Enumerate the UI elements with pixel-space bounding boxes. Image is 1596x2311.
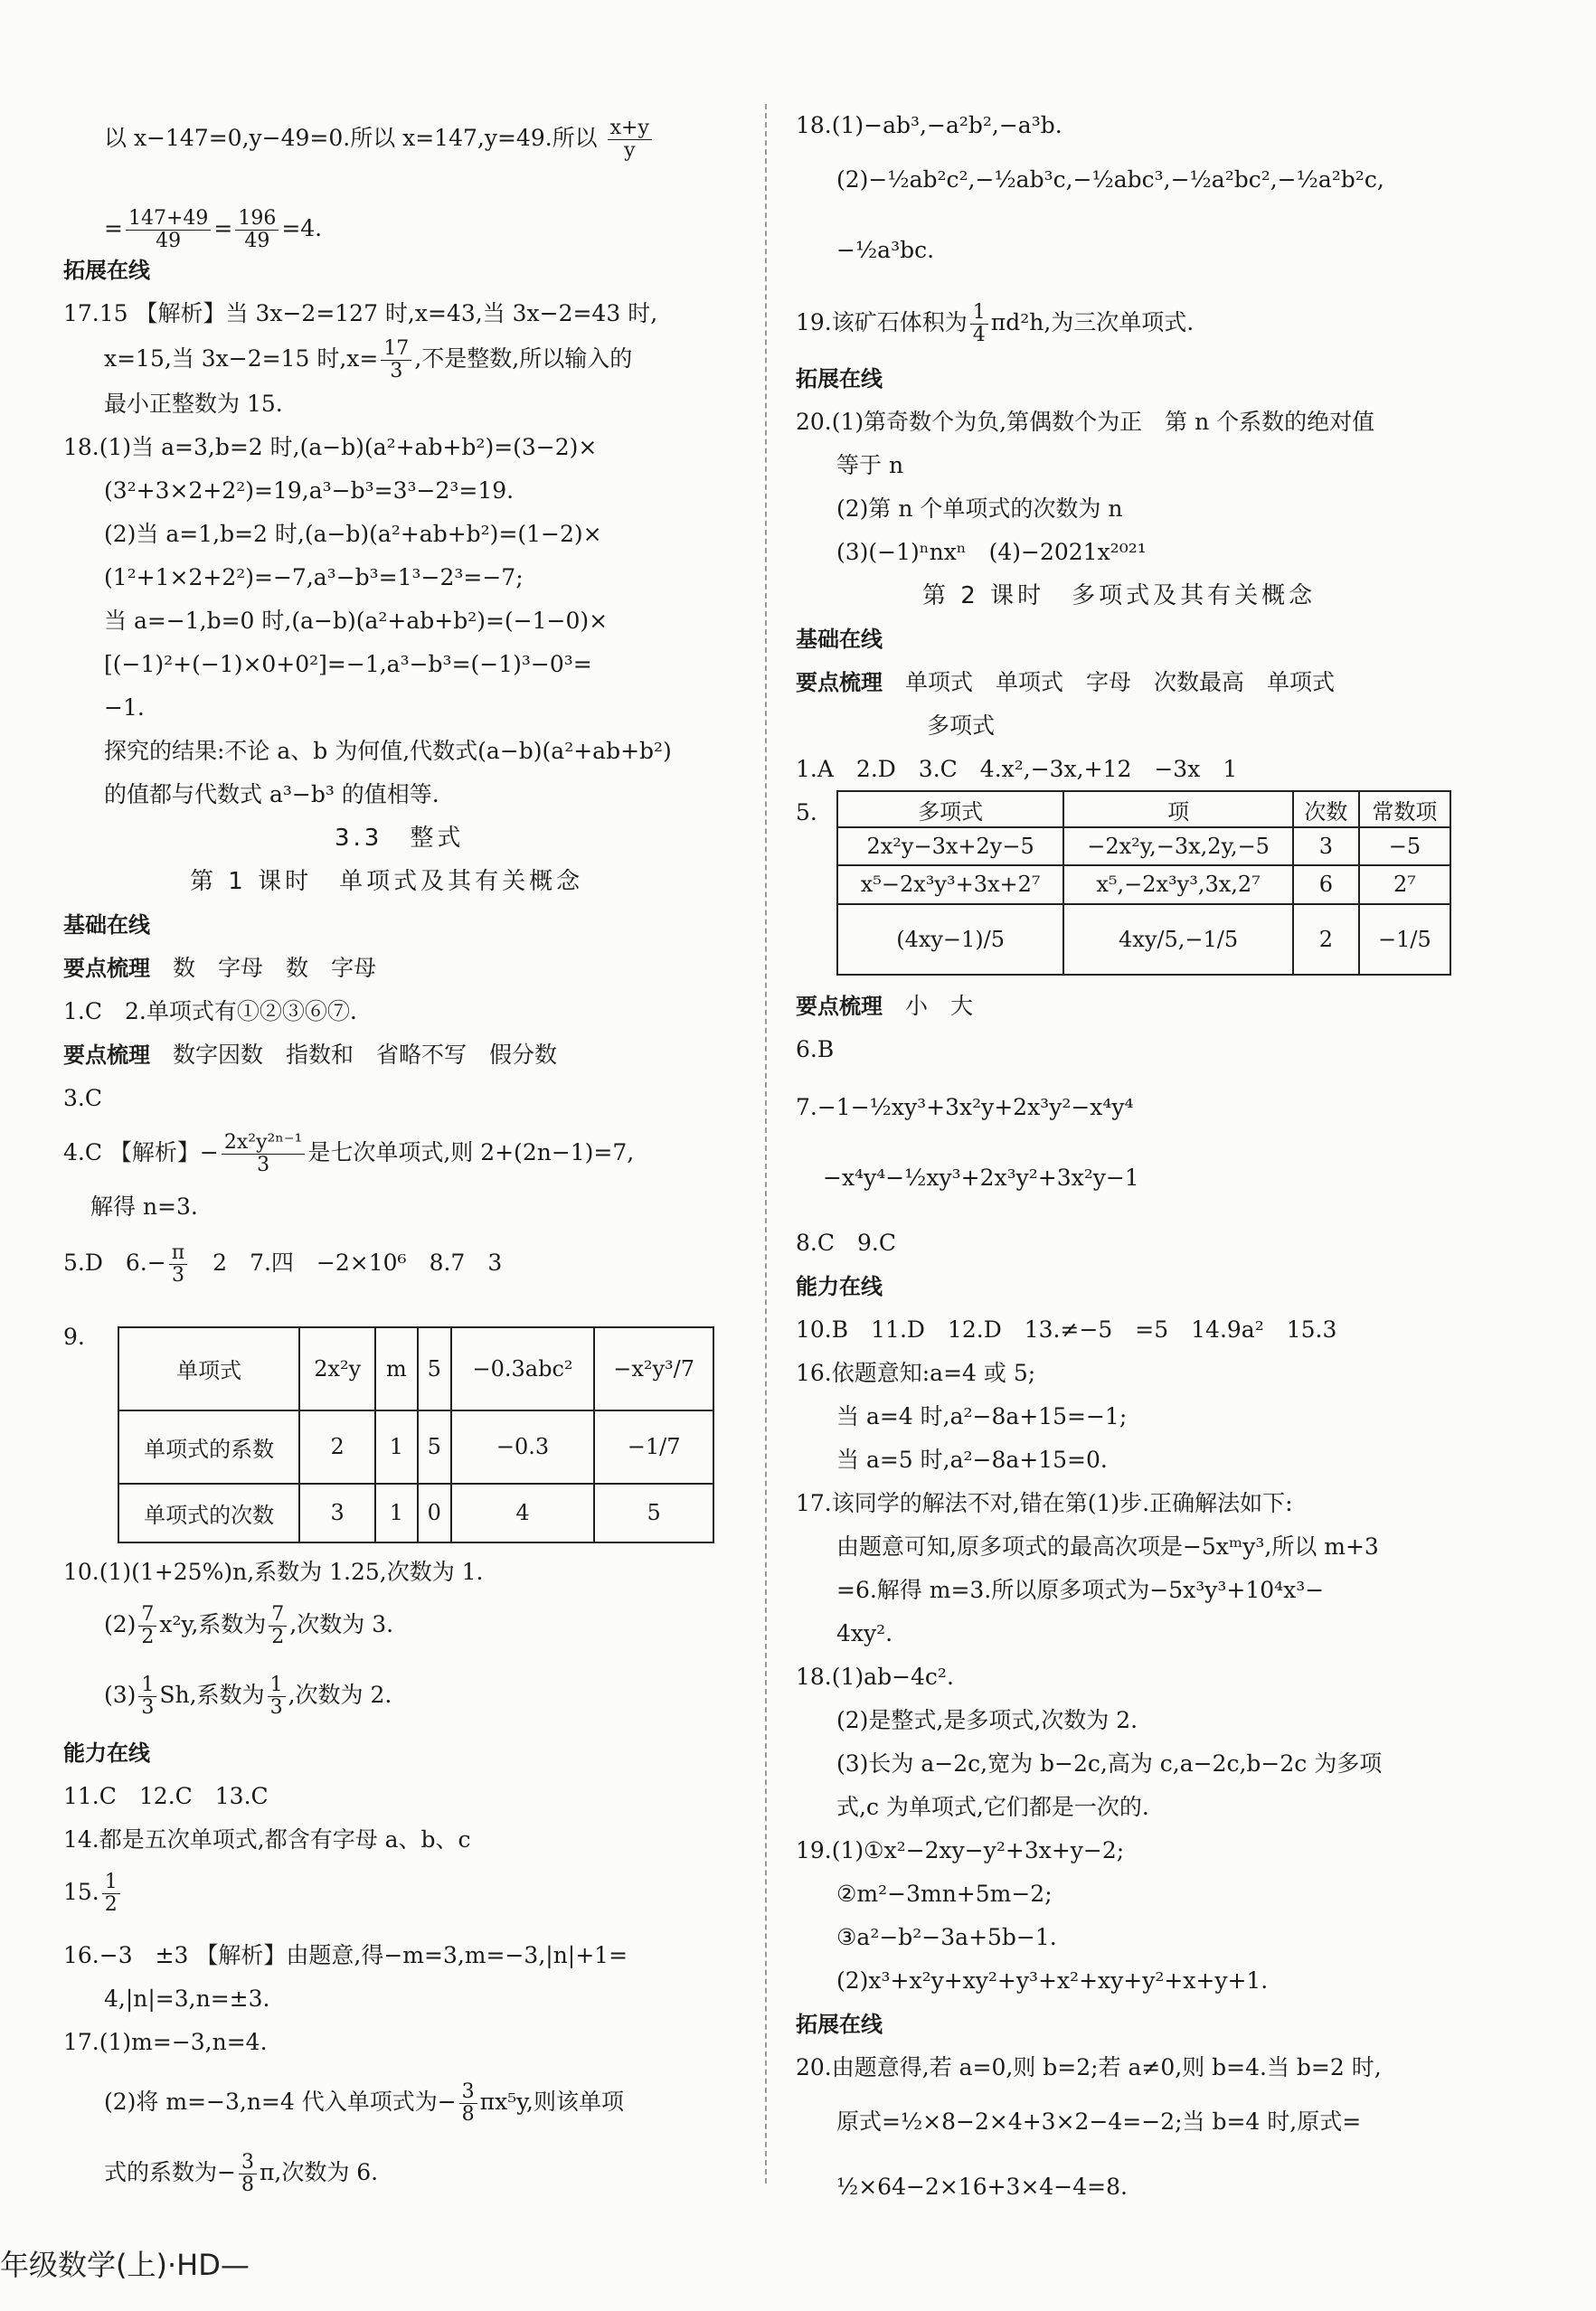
table-cell: 4xy/5,−1/5 [1063, 904, 1293, 975]
text-line: −1. [104, 694, 145, 721]
text-line: 7.−1−½xy³+3x²y+2x³y²−x⁴y⁴ [796, 1094, 1134, 1120]
table-cell: m [375, 1327, 418, 1410]
fraction: $\frac{\pi}{3}$ [169, 1242, 187, 1287]
fraction: $\frac{147+49}{49}$ [126, 208, 211, 252]
table-cell: 常数项 [1359, 791, 1450, 827]
table-cell: −1/7 [594, 1410, 713, 1484]
table-cell: 2⁷ [1359, 865, 1450, 903]
text-line: 当 a=4 时,a²−8a+15=−1; [836, 1403, 1128, 1429]
text-line: 的值都与代数式 a³−b³ 的值相等. [104, 781, 439, 807]
text-line: 要点梳理 数 字母 数 字母 [63, 955, 377, 981]
fraction: $\frac{17}{3}$ [381, 338, 411, 382]
text-line: 4,|n|=3,n=±3. [104, 1986, 270, 2012]
text-line: 要点梳理 单项式 单项式 字母 次数最高 单项式 [796, 669, 1336, 695]
table-cell: 6 [1293, 865, 1359, 903]
table-cell: 2x²y [299, 1327, 375, 1410]
fraction: $\frac{\text{2x²y²ⁿ⁻¹}}{3}$ [222, 1132, 305, 1176]
text-line: 由题意可知,原多项式的最高次项是−5xᵐy³,所以 m+3 [836, 1533, 1379, 1560]
table-cell: −0.3abc² [451, 1327, 595, 1410]
text-line: (1²+1×2+2²)=−7,a³−b³=1³−2³=−7; [104, 564, 524, 590]
text-line: 11.C 12.C 13.C [63, 1783, 269, 1809]
text-line: 17.(1)m=−3,n=4. [63, 2029, 268, 2055]
table-cell: −5 [1359, 827, 1450, 865]
text-line: 最小正整数为 15. [104, 391, 283, 417]
fraction: $\frac{1}{3}$ [268, 1674, 286, 1719]
table-cell: 多项式 [837, 791, 1063, 827]
fraction: $\frac{7}{2}$ [138, 1604, 156, 1648]
page-footer: 年级数学(上)·HD— [0, 2248, 250, 2282]
text-line: x=15,当 3x−2=15 时,x= $\frac{17}{3}$ ,不是整数,所以输入的 [104, 337, 633, 382]
section-title: 3.3 整式 [335, 825, 465, 852]
table-cell: 单项式 [118, 1327, 299, 1410]
text-line: 1.A 2.D 3.C 4.x²,−3x,+12 −3x 1 [796, 756, 1238, 782]
text-line: 4.C 【解析】− $\frac{\text{2x²y²ⁿ⁻¹}}{3}$ 是七次单项式,则 2+(2n−1)=7, [63, 1131, 635, 1176]
text-line: 18.(1)当 a=3,b=2 时,(a−b)(a²+ab+b²)=(3−2)× [63, 434, 598, 460]
table-cell: −1/5 [1359, 904, 1450, 975]
text-line: (2)当 a=1,b=2 时,(a−b)(a²+ab+b²)=(1−2)× [104, 521, 602, 547]
text-line: 要点梳理 数字因数 指数和 省略不写 假分数 [63, 1042, 558, 1068]
text-line: [(−1)²+(−1)×0+0²]=−1,a³−b³=(−1)³−0³= [104, 651, 592, 677]
text-line: (2)是整式,是多项式,次数为 2. [836, 1707, 1138, 1733]
text-line: (3)长为 a−2c,宽为 b−2c,高为 c,a−2c,b−2c 为多项 [836, 1750, 1383, 1777]
table-cell: 3 [299, 1484, 375, 1542]
fraction: $\frac{1}{2}$ [102, 1872, 120, 1916]
text-line: 探究的结果:不论 a、b 为何值,代数式(a−b)(a²+ab+b²) [104, 738, 672, 764]
section-heading: 拓展在线 [63, 258, 150, 283]
lesson-title: 第 2 课时 多项式及其有关概念 [922, 582, 1317, 609]
text-line: 等于 n [836, 452, 904, 478]
text-line: 式的系数为− $\frac{3}{8}$ π,次数为 6. [104, 2151, 379, 2196]
section-heading: 拓展在线 [796, 366, 883, 391]
fraction: $\frac{3}{8}$ [239, 2152, 257, 2196]
text-line: 17.15 【解析】当 3x−2=127 时,x=43,当 3x−2=43 时, [63, 300, 658, 326]
text-line: (2)x³+x²y+xy²+y³+x²+xy+y²+x+y+1. [836, 1967, 1269, 1994]
text-line: 6.B [796, 1036, 835, 1062]
text-line: 14.都是五次单项式,都含有字母 a、b、c [63, 1826, 471, 1853]
text-line: 18.(1)−ab³,−a²b²,−a³b. [796, 112, 1062, 138]
text-line: 3.C [63, 1085, 102, 1111]
text-line: ②m²−3mn+5m−2; [836, 1881, 1053, 1907]
text-line: 原式=½×8−2×4+3×2−4=−2;当 b=4 时,原式= [836, 2108, 1362, 2135]
table-cell: 单项式的系数 [118, 1410, 299, 1484]
table-cell: 单项式的次数 [118, 1484, 299, 1542]
table-cell: 1 [375, 1410, 418, 1484]
text-line: 8.C 9.C [796, 1230, 896, 1256]
text-line: =6.解得 m=3.所以原多项式为−5x³y³+10⁴x³− [836, 1577, 1325, 1603]
text-line: −½a³bc. [836, 237, 935, 263]
table-cell: 5 [418, 1327, 451, 1410]
text-line: 5.D 6.− $\frac{\pi}{3}$ 2 7.四 −2×10⁶ 8.7 3 [63, 1241, 503, 1287]
table-cell: x⁵,−2x³y³,3x,2⁷ [1063, 865, 1293, 903]
text-line: ③a²−b²−3a+5b−1. [836, 1924, 1057, 1950]
section-heading: 能力在线 [796, 1274, 883, 1299]
text-line: 解得 n=3. [90, 1193, 198, 1220]
text-line: 17.该同学的解法不对,错在第(1)步.正确解法如下: [796, 1490, 1293, 1516]
fraction: $\frac{x+y}{y}$ [608, 118, 652, 162]
text-line: 9. [63, 1324, 85, 1350]
text-line: (2)将 m=−3,n=4 代入单项式为− $\frac{3}{8}$ πx⁵y,则该单项 [104, 2080, 624, 2126]
fraction: $\frac{3}{8}$ [459, 2081, 477, 2126]
text-line: = $\frac{147+49}{49}$ = $\frac{196}{49}$ =4. [104, 207, 323, 252]
text-line: ½×64−2×16+3×4−4=8. [836, 2174, 1128, 2200]
text-line: 以 x−147=0,y−49=0.所以 x=147,y=49.所以 $\frac{x+y}{y}$ [104, 118, 655, 162]
table-cell: 项 [1063, 791, 1293, 827]
text-line: 16.依题意知:a=4 或 5; [796, 1360, 1036, 1386]
text-line: 10.(1)(1+25%)n,系数为 1.25,次数为 1. [63, 1559, 484, 1585]
text-line: (3²+3×2+2²)=19,a³−b³=3³−2³=19. [104, 477, 515, 504]
monomial-table [118, 1326, 714, 1543]
fraction: $\frac{1}{3}$ [138, 1674, 156, 1719]
table-cell: 2x²y−3x+2y−5 [837, 827, 1063, 865]
section-heading: 能力在线 [63, 1740, 150, 1766]
fraction: $\frac{1}{4}$ [970, 302, 988, 346]
fraction: $\frac{196}{49}$ [235, 208, 279, 252]
text-line: (3)(−1)ⁿnxⁿ (4)−2021x²⁰²¹ [836, 539, 1147, 565]
text-line: (2)第 n 个单项式的次数为 n [836, 495, 1123, 522]
table-cell: 5 [594, 1484, 713, 1542]
polynomial-table [836, 790, 1451, 976]
text-line: 式,c 为单项式,它们都是一次的. [836, 1794, 1149, 1820]
table-cell: 2 [299, 1410, 375, 1484]
table-cell: 4 [451, 1484, 595, 1542]
text-line: 18.(1)ab−4c². [796, 1664, 954, 1690]
text-line: 当 a=−1,b=0 时,(a−b)(a²+ab+b²)=(−1−0)× [104, 608, 609, 634]
table-cell: −x²y³/7 [594, 1327, 713, 1410]
text-line: (2) $\frac{7}{2}$ x²y,系数为 $\frac{7}{2}$ ,次数为 3. [104, 1603, 394, 1648]
lesson-title: 第 1 课时 单项式及其有关概念 [190, 868, 584, 895]
table-cell: 次数 [1293, 791, 1359, 827]
section-heading: 基础在线 [63, 912, 150, 938]
text-line: 19.(1)①x²−2xy−y²+3x+y−2; [796, 1837, 1125, 1863]
text-line: 要点梳理 小 大 [796, 993, 974, 1019]
table-cell: 1 [375, 1484, 418, 1542]
table-cell: 2 [1293, 904, 1359, 975]
table-cell: 5 [418, 1410, 451, 1484]
text-line: 20.由题意得,若 a=0,则 b=2;若 a≠0,则 b=4.当 b=2 时, [796, 2054, 1382, 2080]
table-cell: (4xy−1)/5 [837, 904, 1063, 975]
table-cell: −2x²y,−3x,2y,−5 [1063, 827, 1293, 865]
text-line: 16.−3 ±3 【解析】由题意,得−m=3,m=−3,|n|+1= [63, 1942, 628, 1968]
fraction: $\frac{7}{2}$ [269, 1604, 287, 1648]
section-heading: 基础在线 [796, 627, 883, 652]
text-line: 多项式 [927, 712, 996, 739]
text-line: 20.(1)第奇数个为负,第偶数个为正 第 n 个系数的绝对值 [796, 409, 1375, 435]
text-line: (3) $\frac{1}{3}$ Sh,系数为 $\frac{1}{3}$ ,次数为 2. [104, 1674, 392, 1719]
text-line: 10.B 11.D 12.D 13.≠−5 =5 14.9a² 15.3 [796, 1316, 1337, 1343]
section-heading: 拓展在线 [796, 2012, 883, 2037]
text-line: 1.C 2.单项式有①②③⑥⑦. [63, 998, 357, 1024]
text-line: 19.该矿石体积为 $\frac{1}{4}$ πd²h,为三次单项式. [796, 301, 1195, 346]
text-line: 4xy². [836, 1620, 893, 1646]
text-line: 15. $\frac{1}{2}$ [63, 1872, 123, 1916]
table-cell: −0.3 [451, 1410, 595, 1484]
column-divider [765, 104, 767, 2184]
text-line: 当 a=5 时,a²−8a+15=0. [836, 1447, 1108, 1473]
text-line: (2)−½ab²c²,−½ab³c,−½abc³,−½a²bc²,−½a²b²c, [836, 166, 1384, 193]
text-line: −x⁴y⁴−½xy³+2x³y²+3x²y−1 [823, 1165, 1139, 1191]
table-cell: 0 [418, 1484, 451, 1542]
text-line: 5. [796, 799, 817, 825]
table-cell: x⁵−2x³y³+3x+2⁷ [837, 865, 1063, 903]
table-cell: 3 [1293, 827, 1359, 865]
